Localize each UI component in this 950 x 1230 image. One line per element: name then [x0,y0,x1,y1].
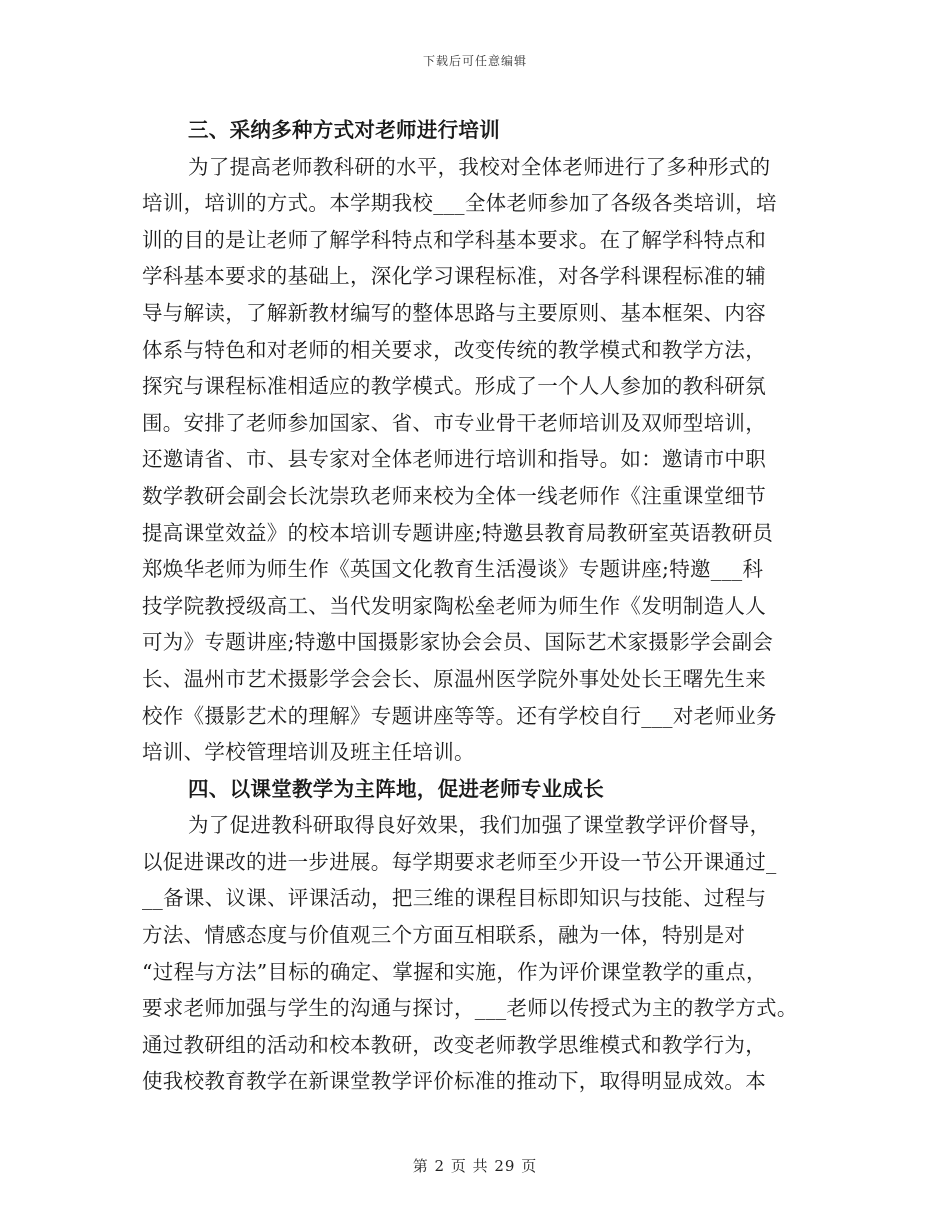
paragraph-line: 长、温州市艺术摄影学会会长、原温州医学院外事处处长王曙先生来 [142,666,766,691]
paragraph-line: 要求老师加强与学生的沟通与探讨，___老师以传授式为主的教学方式。 [142,996,798,1021]
paragraph-line: 训的目的是让老师了解学科特点和学科基本要求。在了解学科特点和 [142,227,766,252]
paragraph-line: 以促进课改的进一步进展。每学期要求老师至少开设一节公开课通过_ [142,849,777,874]
paragraph-line: 为了促进教科研取得良好效果，我们加强了课堂教学评价督导， [188,813,771,838]
paragraph-line: __备课、议课、评课活动，把三维的课程目标即知识与技能、过程与 [142,886,767,911]
paragraph-line: 可为》专题讲座;特邀中国摄影家协会会员、国际艺术家摄影学会副会 [142,630,774,655]
paragraph-line: 技学院教授级高工、当代发明家陶松垒老师为师生作《发明制造人人 [142,593,766,618]
paragraph-line: 培训，培训的方式。本学期我校___全体老师参加了各级各类培训，培 [142,191,777,216]
paragraph-line: 学科基本要求的基础上，深化学习课程标准，对各学科课程标准的辅 [142,264,766,289]
section-4-heading: 四、以课堂教学为主阵地，促进老师专业成长 [188,776,604,801]
page-header-note: 下载后可任意编辑 [422,54,527,68]
paragraph-line: 为了提高老师教科研的水平，我校对全体老师进行了多种形式的 [188,154,771,179]
paragraph-line: 体系与特色和对老师的相关要求，改变传统的教学模式和教学方法， [142,337,766,362]
page-number-footer: 第 2 页 共 29 页 [412,1157,538,1175]
paragraph-line: 围。安排了老师参加国家、省、市专业骨干老师培训及双师型培训， [142,410,766,435]
document-body [142,112,822,1100]
paragraph-line: 使我校教育教学在新课堂教学评价标准的推动下，取得明显成效。本 [142,1069,766,1094]
paragraph-line: 方法、情感态度与价值观三个方面互相联系，融为一体，特别是对 [142,923,746,948]
paragraph-line: 提高课堂效益》的校本培训专题讲座;特邀县教育局教研室英语教研员 [142,520,774,545]
paragraph-line: 郑焕华老师为师生作《英国文化教育生活漫谈》专题讲座;特邀___科 [142,557,764,582]
section-3-heading: 三、采纳多种方式对老师进行培训 [188,118,500,142]
paragraph-line: 导与解读，了解新教材编写的整体思路与主要原则、基本框架、内容 [142,300,766,325]
paragraph-line: 数学教研会副会长沈崇玖老师来校为全体一线老师作《注重课堂细节 [142,483,766,508]
paragraph-line: 校作《摄影艺术的理解》专题讲座等等。还有学校自行___对老师业务 [142,703,777,728]
paragraph-line: 通过教研组的活动和校本教研，改变老师教学思维模式和教学行为， [142,1032,766,1057]
paragraph-line: “过程与方法”目标的确定、掌握和实施，作为评价课堂教学的重点， [142,959,767,984]
paragraph-line: 还邀请省、市、县专家对全体老师进行培训和指导。如：邀请市中职 [142,447,766,472]
paragraph-line: 探究与课程标准相适应的教学模式。形成了一个人人参加的教科研氛 [142,374,766,399]
paragraph-line: 培训、学校管理培训及班主任培训。 [142,740,475,765]
